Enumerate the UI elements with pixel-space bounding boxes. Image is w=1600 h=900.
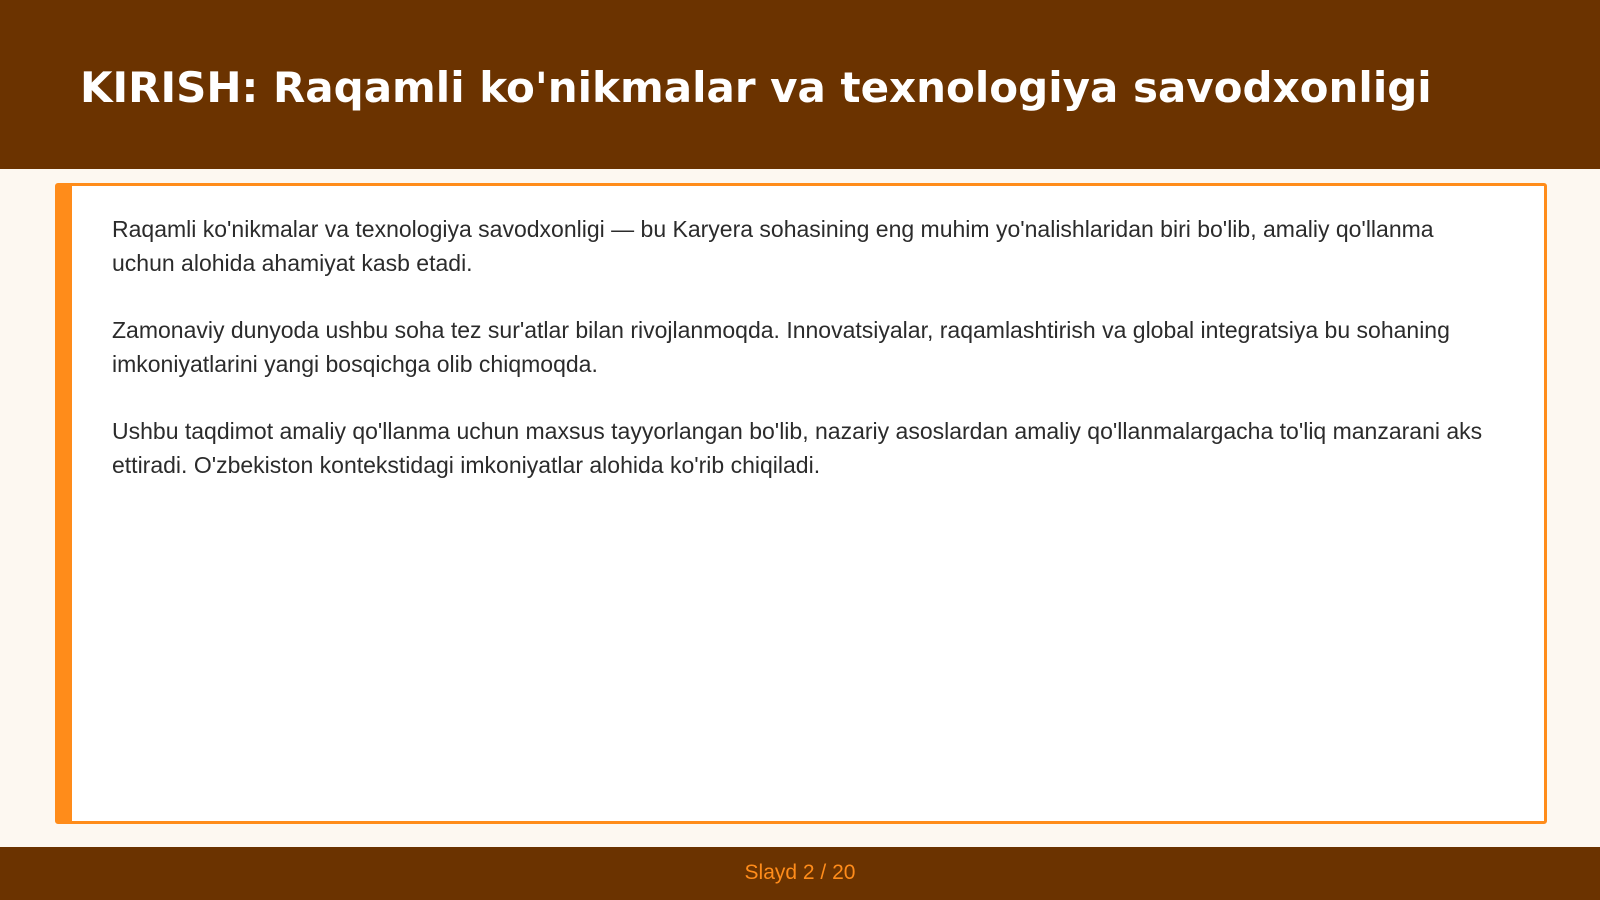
content-paragraph-1: Raqamli ko'nikmalar va texnologiya savodxonligi — bu Karyera sohasining eng muhim yo'nalishlaridan biri bo'lib, amaliy qo'llanma uchun alohida ahamiyat kasb etadi. — [112, 216, 1434, 276]
content-body — [112, 212, 1502, 515]
content-paragraph-3: Ushbu taqdimot amaliy qo'llanma uchun maxsus tayyorlangan bo'lib, nazariy asoslardan amaliy qo'llanmalargacha to'liq manzarani aks ettiradi. O'zbekiston kontekstidagi imkoniyatlar alohida ko'rib chiqiladi. — [112, 418, 1483, 478]
content-paragraph-2: Zamonaviy dunyoda ushbu soha tez sur'atlar bilan rivojlanmoqda. Innovatsiyalar, raqamlashtirish va global integratsiya bu sohaning imkoniyatlarini yangi bosqichga olib chiqmoqda. — [112, 317, 1450, 377]
slide-counter: Slayd 2 / 20 — [744, 861, 856, 884]
slide-footer — [0, 847, 1600, 900]
slide-header — [0, 0, 1600, 169]
content-card — [55, 183, 1547, 824]
slide-title: KIRISH: Raqamli ko'nikmalar va texnologiya savodxonligi — [80, 63, 1432, 112]
